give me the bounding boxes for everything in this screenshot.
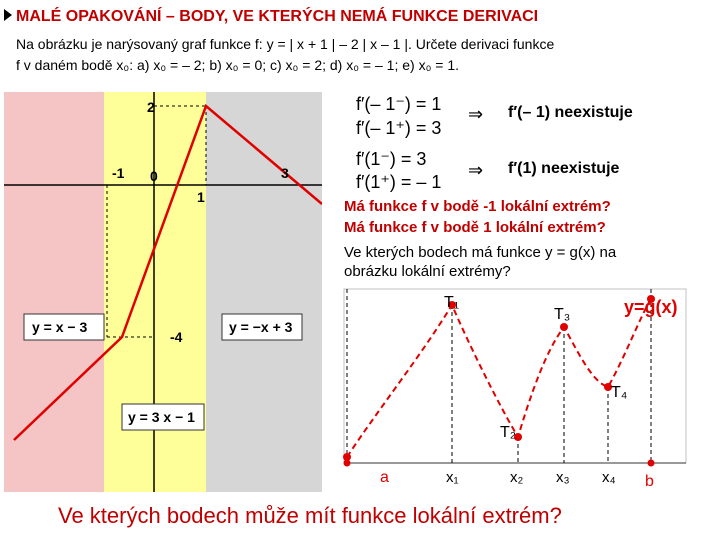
graph2-background (340, 287, 690, 492)
implies-arrow-2: ⇒ (468, 160, 484, 180)
question-line-1: Ve kterých bodech má funkce y = g(x) na (344, 244, 617, 261)
task-line-1: Na obrázku je narýsovaný graf funkce f: y = | x + 1 | – 2 | x – 1 |. Určete derivaci funkce (16, 36, 555, 52)
function-graph (4, 92, 322, 492)
slide-title-text: MALÉ OPAKOVÁNÍ – BODY, VE KTERÝCH NEMÁ FUNKCE DERIVACI (16, 8, 539, 25)
derivative-left-1: f′(1⁻) = 3 (356, 149, 427, 169)
result-minus1: f′(– 1) neexistuje (508, 104, 633, 121)
tick-origin: 0 (150, 168, 158, 184)
label-b: b (645, 473, 654, 490)
label-right-line: y = −x + 3 (229, 319, 293, 335)
zone-middle (104, 92, 206, 492)
label-bottom-line: y = 3 x − 1 (128, 409, 195, 425)
label-x2: x₂ (510, 469, 524, 486)
slide-title (4, 8, 538, 26)
tick-x-3: 3 (281, 165, 289, 181)
question-line-2: obrázku lokální extrémy? (344, 263, 511, 280)
tick-y-2: 2 (147, 99, 155, 115)
point-T3: T₃ (554, 306, 571, 323)
label-a: a (380, 469, 389, 486)
zone-left (4, 92, 104, 492)
label-x1: x₁ (446, 469, 459, 486)
result-1: f′(1) neexistuje (508, 160, 620, 177)
g-function-label: y=g(x) (624, 297, 678, 317)
tick-y-minus4: -4 (170, 329, 183, 345)
extremum-question-1: Má funkce f v bodě 1 lokální extrém? (344, 219, 606, 236)
tick-x-minus1: -1 (112, 165, 125, 181)
g-function-graph (340, 287, 690, 492)
bottom-question: Ve kterých bodech může mít funkce lokální extrém? (58, 503, 562, 528)
label-x3: x₃ (556, 469, 570, 486)
label-x4: x₄ (602, 469, 616, 486)
point-T2: T₂ (500, 424, 516, 441)
point-T1: T₁ (444, 294, 460, 311)
derivative-right-minus1: f′(– 1⁺) = 3 (356, 118, 442, 138)
derivative-right-1: f′(1⁺) = – 1 (356, 172, 442, 192)
tick-x-1: 1 (197, 189, 205, 205)
label-left-line: y = x − 3 (32, 319, 88, 335)
zone-right (206, 92, 322, 492)
derivative-left-minus1: f′(– 1⁻) = 1 (356, 94, 442, 114)
extremum-question-minus1: Má funkce f v bodě -1 lokální extrém? (344, 198, 611, 215)
task-line-2: f v daném bodě x₀: a) x₀ = – 2; b) x₀ = 0; c) x₀ = 2; d) x₀ = – 1; e) x₀ = 1. (16, 57, 460, 73)
point-T4: T₄ (611, 384, 628, 401)
implies-arrow-1: ⇒ (468, 104, 484, 124)
triangle-bullet-icon (4, 9, 12, 21)
